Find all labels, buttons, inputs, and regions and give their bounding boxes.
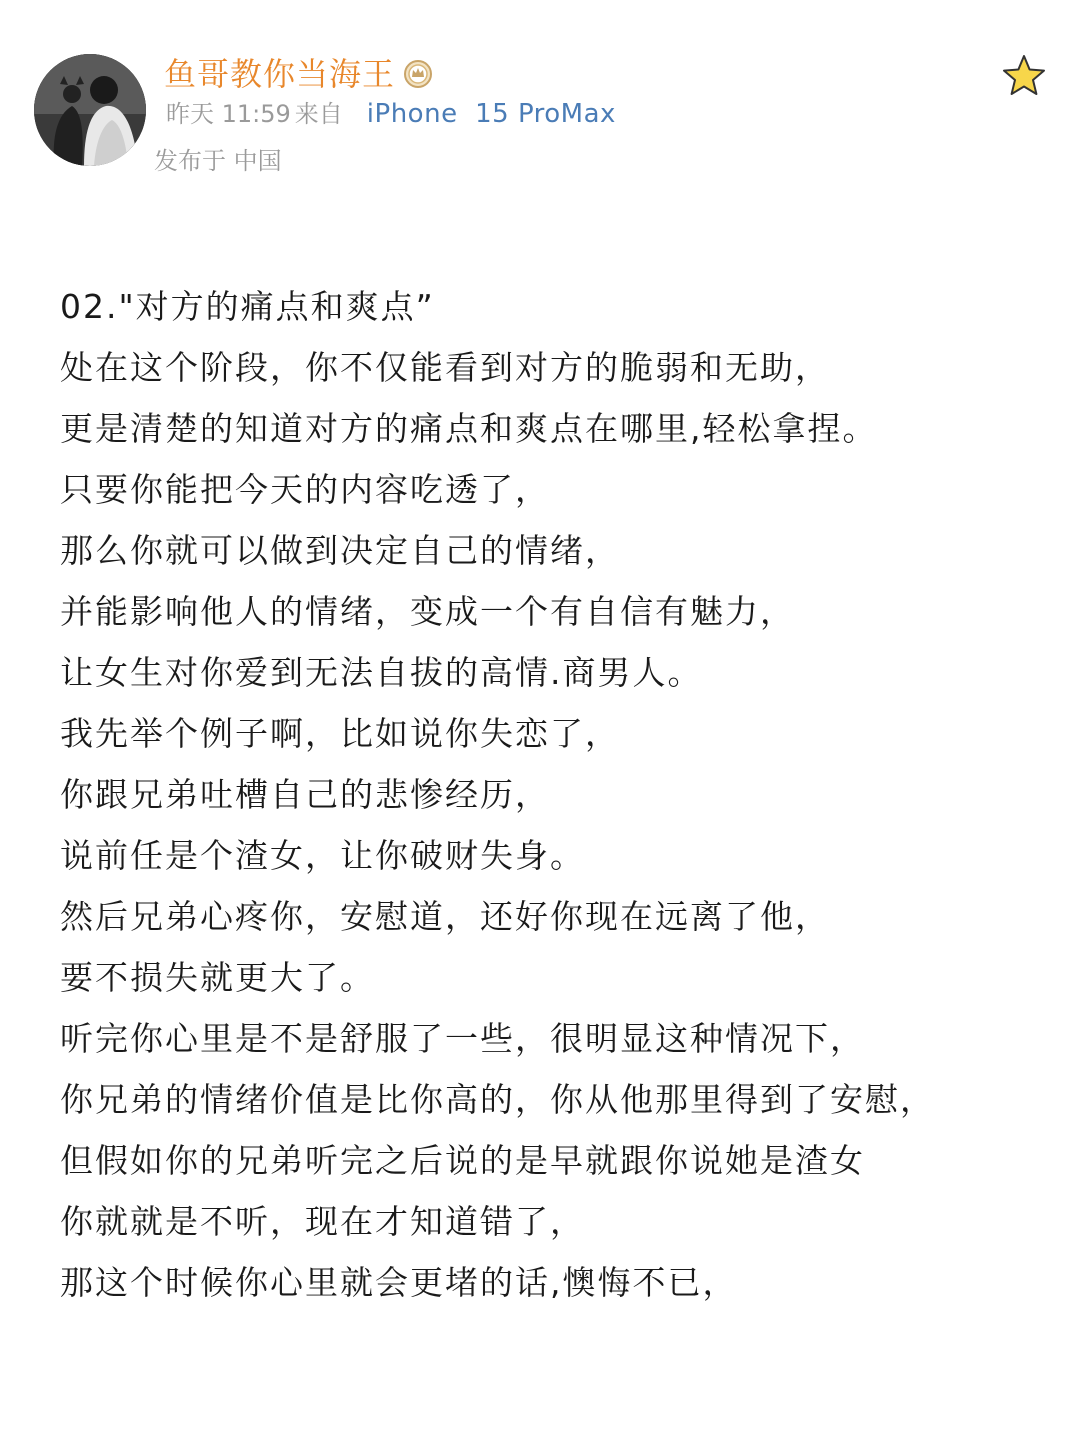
post-line: 要不损失就更大了。	[60, 958, 375, 997]
post-line: 说前任是个渣女，让你破财失身。	[60, 836, 585, 875]
post-line: 你就就是不听，现在才知道错了，	[60, 1202, 585, 1241]
post-meta	[166, 96, 616, 132]
post-line: 处在这个阶段，你不仅能看到对方的脆弱和无助，	[60, 348, 830, 387]
post-heading: 02."对方的痛点和爽点”	[60, 287, 435, 326]
vip-crown-badge-icon	[403, 59, 433, 89]
post-time: 昨天 11:59	[166, 100, 291, 128]
post-line: 听完你心里是不是舒服了一些，很明显这种情况下，	[60, 1019, 865, 1058]
author-name[interactable]: 鱼哥教你当海王	[164, 55, 396, 93]
post-line: 那么你就可以做到决定自己的情绪，	[60, 531, 620, 570]
post-line: 更是清楚的知道对方的痛点和爽点在哪里,轻松拿捏。	[60, 409, 878, 448]
post-line: 你跟兄弟吐槽自己的悲惨经历，	[60, 775, 550, 814]
post-line: 只要你能把今天的内容吃透了，	[60, 470, 550, 509]
post-line: 让女生对你爱到无法自拔的高情.商男人。	[60, 653, 703, 692]
device-link[interactable]: iPhone 15 ProMax	[366, 99, 616, 129]
source-prefix: 来自	[294, 100, 343, 128]
star-icon[interactable]	[1000, 52, 1048, 100]
post-line: 但假如你的兄弟听完之后说的是早就跟你说她是渣女	[60, 1141, 865, 1180]
avatar-photo	[34, 54, 146, 166]
post-line: 我先举个例子啊，比如说你失恋了，	[60, 714, 620, 753]
post-line: 那这个时候你心里就会更堵的话,懊悔不已，	[60, 1263, 738, 1302]
post-header	[0, 0, 1080, 200]
post-location: 发布于 中国	[154, 147, 282, 175]
post-line: 然后兄弟心疼你，安慰道，还好你现在远离了他，	[60, 897, 830, 936]
author-row	[164, 52, 433, 96]
post-line: 并能影响他人的情绪，变成一个有自信有魅力，	[60, 592, 795, 631]
author-avatar[interactable]	[34, 54, 146, 166]
post-body	[60, 276, 1050, 1313]
post-line: 你兄弟的情绪价值是比你高的，你从他那里得到了安慰，	[60, 1080, 935, 1119]
